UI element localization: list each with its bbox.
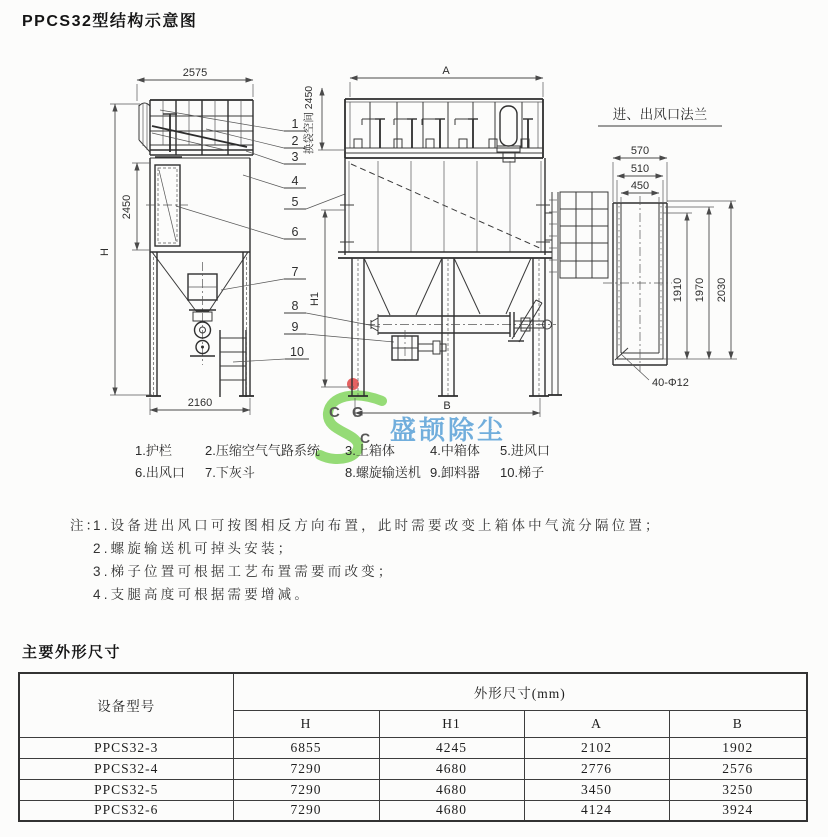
flange-title: 进、出风口法兰 xyxy=(612,107,708,122)
upper-casing xyxy=(345,99,543,162)
callout-2: 2 xyxy=(291,134,299,148)
table-section-title: 主要外形尺寸 xyxy=(22,644,122,661)
col-header-H1: H1 xyxy=(379,710,524,737)
value-cell: 4680 xyxy=(379,779,524,800)
bolt-note xyxy=(615,348,689,389)
col-header-A: A xyxy=(524,710,669,737)
legend-item-2: 2.压缩空气气路系统 xyxy=(205,443,320,458)
bolt-count-label: 40-Φ12 xyxy=(652,377,689,389)
note-line-4: 4.支腿高度可根据需要增减。 xyxy=(93,587,312,602)
value-cell: 4680 xyxy=(379,758,524,779)
side-view xyxy=(99,67,254,415)
value-cell: 2776 xyxy=(524,758,669,779)
table-row xyxy=(19,800,807,821)
note-line-2: 2.螺旋输送机可掉头安装； xyxy=(93,541,295,556)
model-cell: PPCS32-3 xyxy=(19,737,233,758)
value-cell: 1902 xyxy=(669,737,807,758)
ladder xyxy=(220,330,246,397)
page-title: PPCS32型结构示意图 xyxy=(22,13,198,30)
model-column-header: 设备型号 xyxy=(19,673,233,737)
span-column-header: 外形尺寸(mm) xyxy=(233,673,807,710)
col-header-B: B xyxy=(669,710,807,737)
value-cell: 4124 xyxy=(524,800,669,821)
note-line-3: 3.梯子位置可根据工艺布置需要而改变； xyxy=(93,564,395,579)
gas-flow-divider xyxy=(351,164,542,249)
callout-7: 7 xyxy=(291,265,299,279)
middle-casing xyxy=(338,158,552,258)
logo-dot-icon xyxy=(347,378,359,390)
model-cell: PPCS32-4 xyxy=(19,758,233,779)
col-header-H: H xyxy=(233,710,379,737)
legend-item-9: 9.卸料器 xyxy=(430,465,480,480)
model-cell: PPCS32-6 xyxy=(19,800,233,821)
dim-H1: H1 xyxy=(309,291,321,307)
value-cell: 6855 xyxy=(233,737,379,758)
guard-railing xyxy=(150,100,253,155)
dim-2450: 2450 xyxy=(121,194,133,220)
table-row xyxy=(19,779,807,800)
callout-10: 10 xyxy=(290,345,304,359)
callout-6: 6 xyxy=(291,225,299,239)
flange-body xyxy=(603,196,672,372)
callout-1: 1 xyxy=(291,117,299,131)
table-header-row-1 xyxy=(19,673,807,710)
legend-item-1: 1.护栏 xyxy=(135,443,172,458)
logo-monogram-icon: C xyxy=(352,404,363,421)
value-cell: 3250 xyxy=(669,779,807,800)
legend-item-6: 6.出风口 xyxy=(135,465,185,480)
dim-H: H xyxy=(99,248,111,256)
side-top-cap xyxy=(139,103,150,152)
value-cell: 3924 xyxy=(669,800,807,821)
value-cell: 7290 xyxy=(233,779,379,800)
callout-4: 4 xyxy=(291,174,299,188)
duct-flange-grid xyxy=(545,192,608,395)
flange-height-dimensions xyxy=(663,201,737,359)
side-hopper xyxy=(152,252,248,365)
logo-monogram-icon: C xyxy=(360,430,371,446)
dim-bag-space: 换袋空间 2450 xyxy=(303,85,315,155)
dim-2160: 2160 xyxy=(187,397,213,409)
flange-detail-view xyxy=(598,106,737,389)
value-cell: 2576 xyxy=(669,758,807,779)
table-row xyxy=(19,737,807,758)
callout-5: 5 xyxy=(291,195,299,209)
dim-2030: 2030 xyxy=(716,277,728,303)
value-cell: 4680 xyxy=(379,800,524,821)
legend-item-10: 10.梯子 xyxy=(500,465,545,480)
legend-item-5: 5.进风口 xyxy=(500,443,550,458)
dim-510: 510 xyxy=(630,163,650,175)
legend-item-3: 3.上箱体 xyxy=(345,443,395,458)
note-line-1: 1.设备进出风口可按图相反方向布置，此时需要改变上箱体中气流分隔位置； xyxy=(93,518,662,533)
callout-9: 9 xyxy=(291,320,299,334)
value-cell: 7290 xyxy=(233,800,379,821)
dim-2575: 2575 xyxy=(182,67,208,79)
legend-item-8: 8.螺旋输送机 xyxy=(345,465,421,480)
notes-prefix: 注： xyxy=(70,518,101,533)
front-view xyxy=(302,65,608,417)
dim-570: 570 xyxy=(630,145,650,157)
rotary-discharger xyxy=(392,330,446,364)
dim-1970: 1970 xyxy=(694,277,706,303)
dim-450: 450 xyxy=(630,180,650,192)
value-cell: 7290 xyxy=(233,758,379,779)
table-row xyxy=(19,758,807,779)
logo-monogram-icon: C xyxy=(329,404,340,421)
value-cell: 2102 xyxy=(524,737,669,758)
dimension-table xyxy=(18,672,808,822)
watermark-text: 盛颉除尘 xyxy=(390,415,507,445)
value-cell: 4245 xyxy=(379,737,524,758)
legend-item-7: 7.下灰斗 xyxy=(205,465,255,480)
model-cell: PPCS32-5 xyxy=(19,779,233,800)
callout-8: 8 xyxy=(291,299,299,313)
dim-B: B xyxy=(443,400,451,412)
front-hoppers xyxy=(364,258,531,315)
side-middle-casing xyxy=(146,158,250,252)
pulse-valves xyxy=(354,119,533,148)
filter-bag xyxy=(497,106,520,162)
value-cell: 3450 xyxy=(524,779,669,800)
callout-3: 3 xyxy=(291,150,299,164)
legend-item-4: 4.中箱体 xyxy=(430,443,480,458)
dim-1910: 1910 xyxy=(672,277,684,303)
dim-A: A xyxy=(442,65,450,77)
